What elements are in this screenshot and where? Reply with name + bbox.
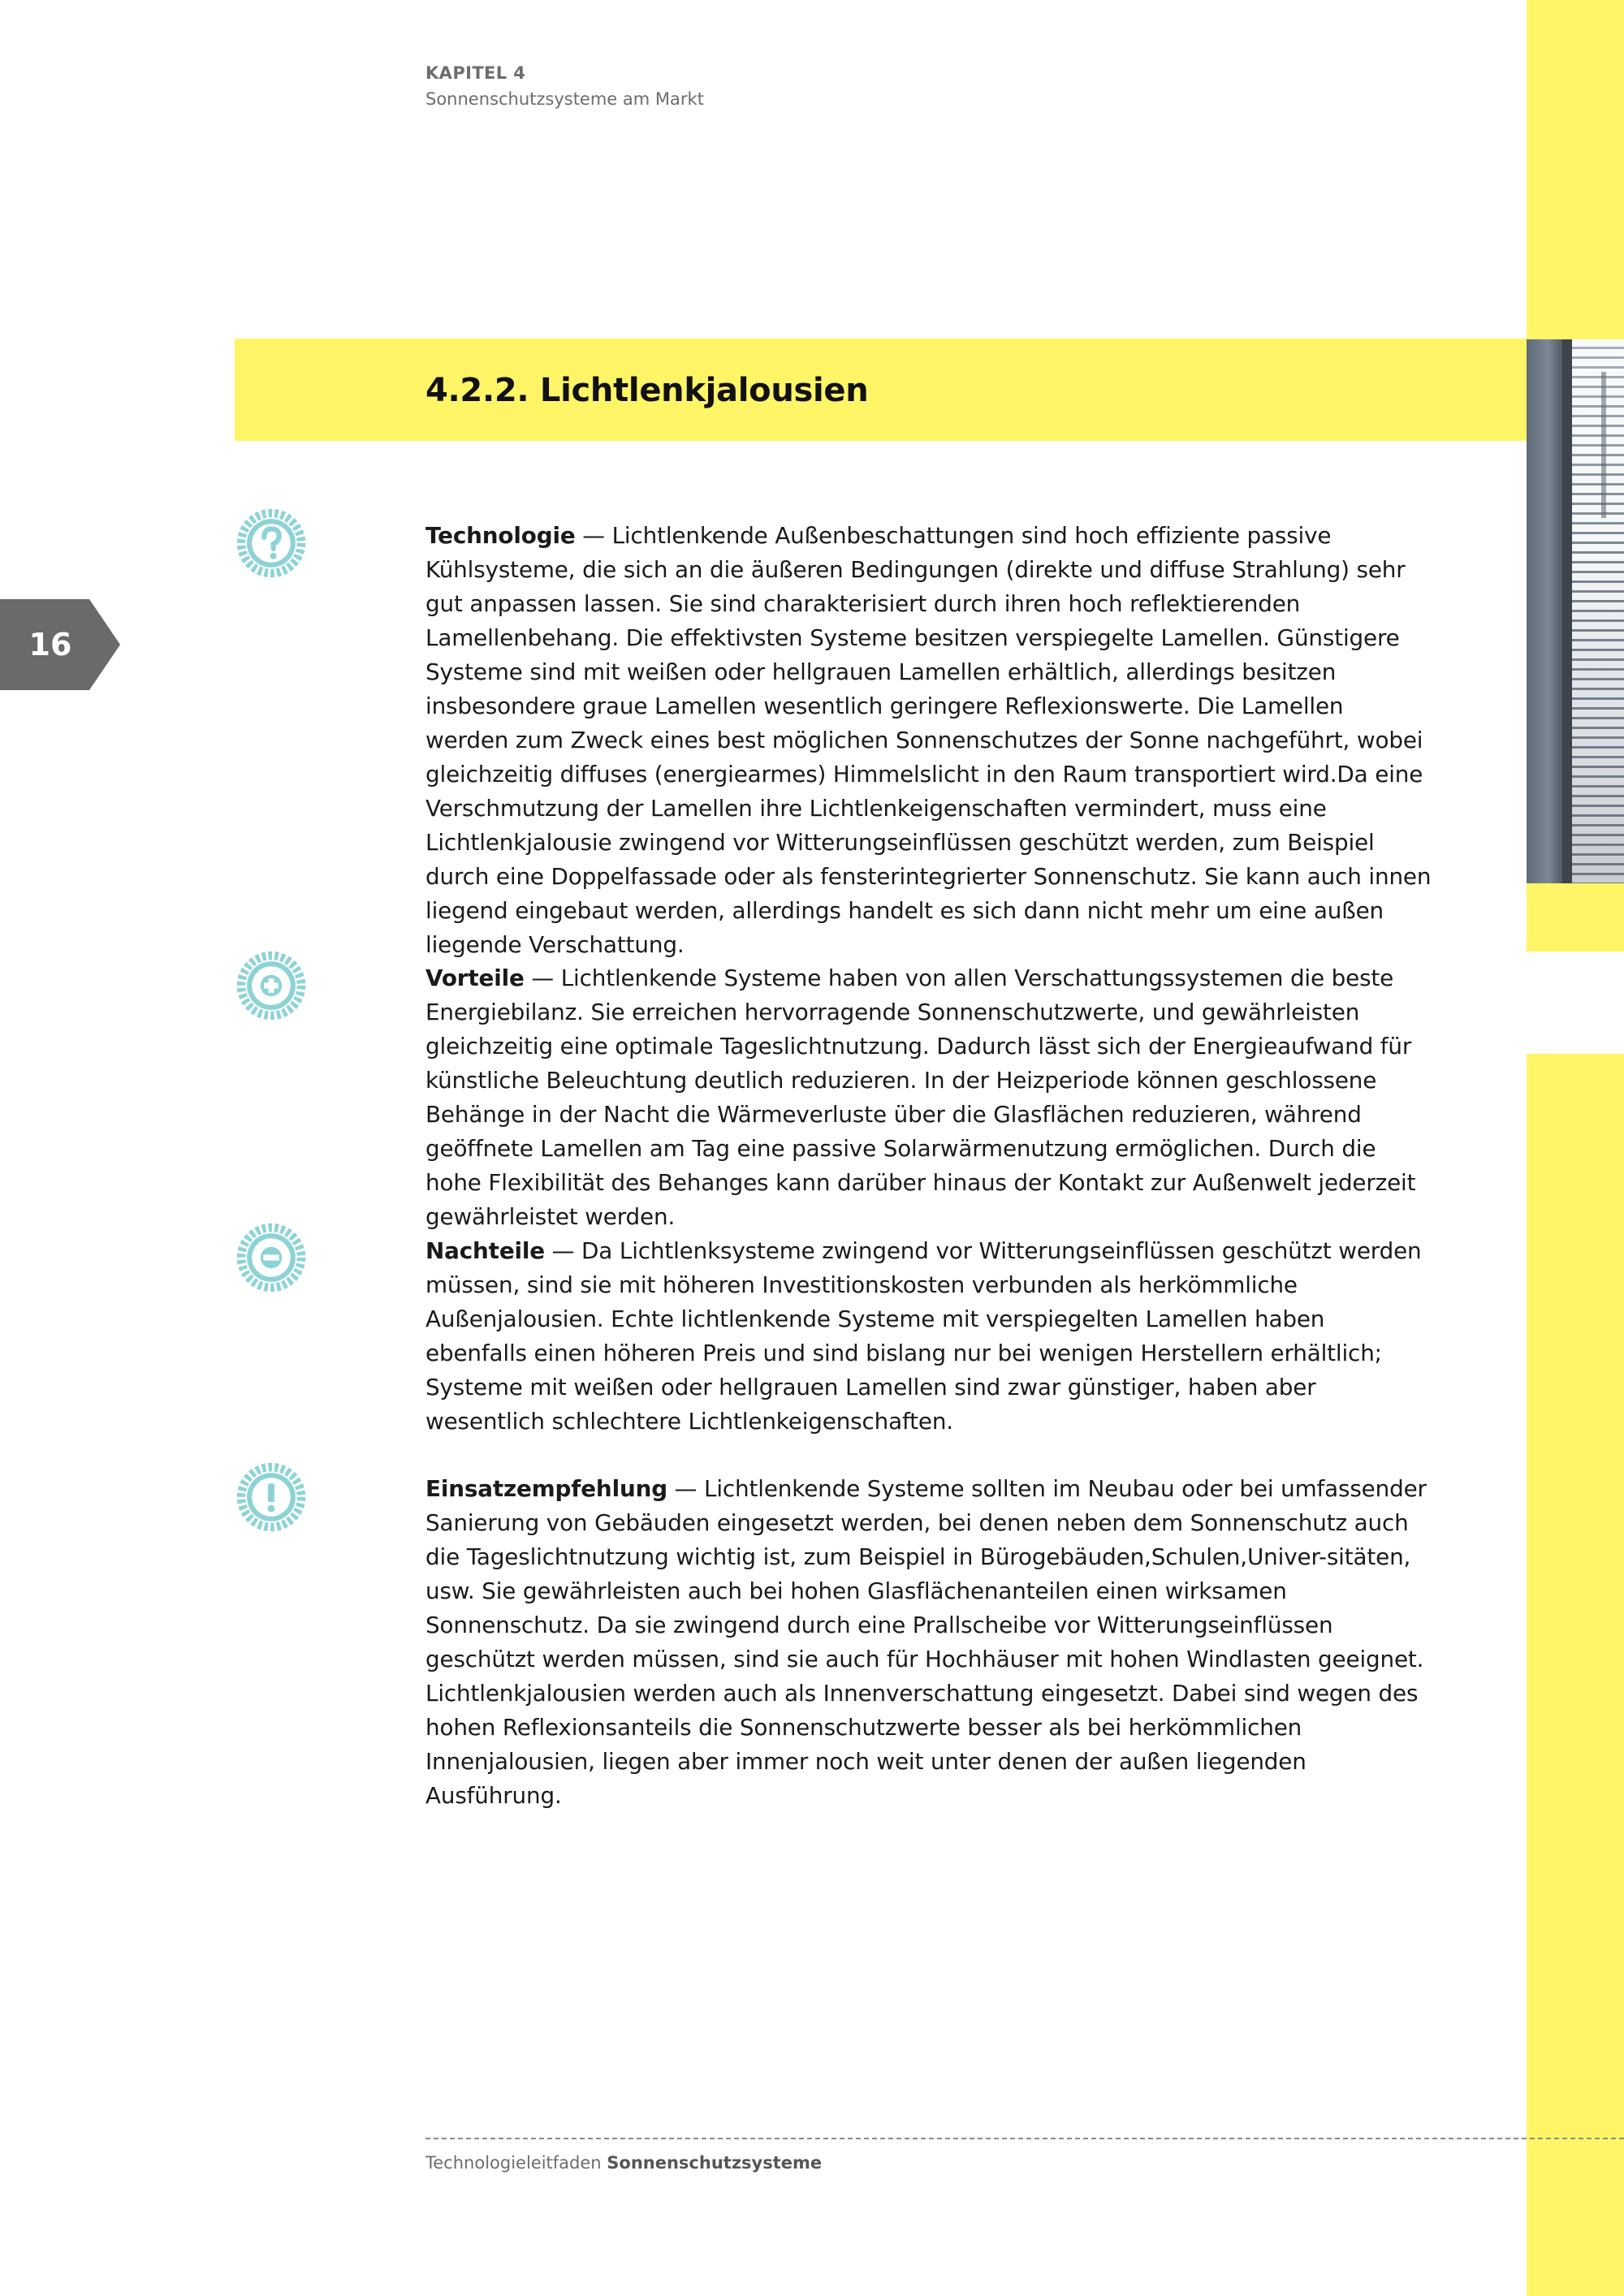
technologie-separator: — [575,522,612,549]
technologie-text: Lichtlenkende Außenbeschattungen sind hoch effiziente passive Kühlsysteme, die sich an die äußeren Bedingungen (direkte und diffuse Strahlung) sehr gut anpassen lassen. Sie sind charakterisiert durch ihren hoch reflektierenden Lamellenbehang. Die effektivsten Systeme besitzen verspiegelte Lamellen. Günstigere Systeme sind mit weißen oder hellgrauen Lamellen erhältlich, allerdings besitzen insbesondere graue Lamellen wesentlich geringere Reflexionswerte. Die Lamellen werden zum Zweck eines best möglichen Sonnenschutzes der Sonne nachgeführt, wobei gleichzeitig diffuses (energiearmes) Himmelslicht in den Raum transportiert wird.Da eine Verschmutzung der Lamellen ihre Lichtlenkeigenschaften vermindert, muss eine Lichtlenkjalousie zwingend vor Witterungseinflüssen geschützt werden, zum Beispiel durch eine Doppelfassade oder als fensterintegrierter Sonnenschutz. Sie kann auch innen liegend eingebaut werden, allerdings handelt es sich dann nicht mehr um eine außen liegende Verschattung. [425,522,1432,958]
technologie-paragraph [425,519,1432,962]
blinds-photo [1527,339,1624,883]
nachteile-separator: — [545,1237,582,1264]
photo-window-mullion [1562,339,1572,883]
vorteile-heading: Vorteile [425,965,525,991]
nachteile-heading: Nachteile [425,1237,545,1264]
side-color-band-bottom [1527,1054,1624,2296]
exclamation-gear-icon [235,1461,307,1533]
einsatzempfehlung-text: Lichtlenkende Systeme sollten im Neubau oder bei umfassender Sanierung von Gebäuden eingesetzt werden, bei denen neben dem Sonnenschutz auch die Tageslichtnutzung wichtig ist, zum Beispiel in Bürogebäuden,Schulen,Univer-sitäten, usw. Sie gewährleisten auch bei hohen Glasflächenanteilen einen wirksamen Sonnenschutz. Da sie zwingend durch eine Prallscheibe vor Witterungseinflüssen geschützt werden müssen, sind sie auch für Hochhäuser mit hohen Windlasten geeignet. Lichtlenkjalousien werden auch als Innenverschattung eingesetzt. Dabei sind wegen des hohen Reflexionsanteils die Sonnenschutzwerte besser als bei herkömmlichen Innenjalousien, liegen aber immer noch weit unter denen der außen liegenden Ausführung. [425,1475,1427,1809]
chapter-label: KAPITEL 4 [425,63,526,83]
chapter-subtitle: Sonnenschutzsysteme am Markt [425,89,704,109]
footer-prefix: Technologieleitfaden [425,2153,607,2173]
footer-bold: Sonnenschutzsysteme [607,2153,823,2173]
section-title: 4.2.2. Lichtlenkjalousien [425,372,869,409]
vorteile-paragraph [425,961,1432,1234]
footer-divider [425,2138,1624,2139]
einsatzempfehlung-separator: — [667,1475,705,1502]
photo-distant-tower [1601,372,1606,518]
vorteile-text: Lichtlenkende Systeme haben von allen Verschattungssystemen die beste Energiebilanz. Sie erreichen hervorragende Sonnenschutzwerte, und gewährleisten gleichzeitig eine optimale Tageslichtnutzung. Dadurch lässt sich der Energieaufwand für künstliche Beleuchtung deutlich reduzieren. In der Heizperiode können geschlossene Behänge in der Nacht die Wärmeverluste über die Glasflächen reduzieren, während geöffnete Lamellen am Tag eine passive Solarwärmenutzung ermöglichen. Durch die hohe Flexibilität des Behanges kann darüber hinaus der Kontakt zur Außenwelt jederzeit gewährleistet werden. [425,965,1416,1230]
technologie-heading: Technologie [425,522,576,549]
photo-light-shade [1572,339,1624,883]
einsatzempfehlung-paragraph [425,1472,1432,1813]
nachteile-paragraph [425,1234,1432,1439]
nachteile-text: Da Lichtlenksysteme zwingend vor Witterungseinflüssen geschützt werden müssen, sind sie mit höheren Investitionskosten verbunden als herkömmliche Außenjalousien. Echte lichtlenkende Systeme mit verspiegelten Lamellen haben ebenfalls einen höheren Preis und sind bislang nur bei wenigen Herstellern erhältlich; Systeme mit weißen oder hellgrauen Lamellen sind zwar günstiger, haben aber wesentlich schlechtere Lichtlenkeigenschaften. [425,1237,1422,1435]
photo-window-frame [1527,339,1562,883]
page-number: 16 [28,627,72,662]
vorteile-separator: — [524,965,561,991]
einsatzempfehlung-heading: Einsatzempfehlung [425,1475,667,1502]
minus-gear-icon [235,1222,307,1293]
plus-gear-icon [235,950,307,1021]
question-gear-icon [235,507,307,579]
footer-title [425,2153,822,2173]
